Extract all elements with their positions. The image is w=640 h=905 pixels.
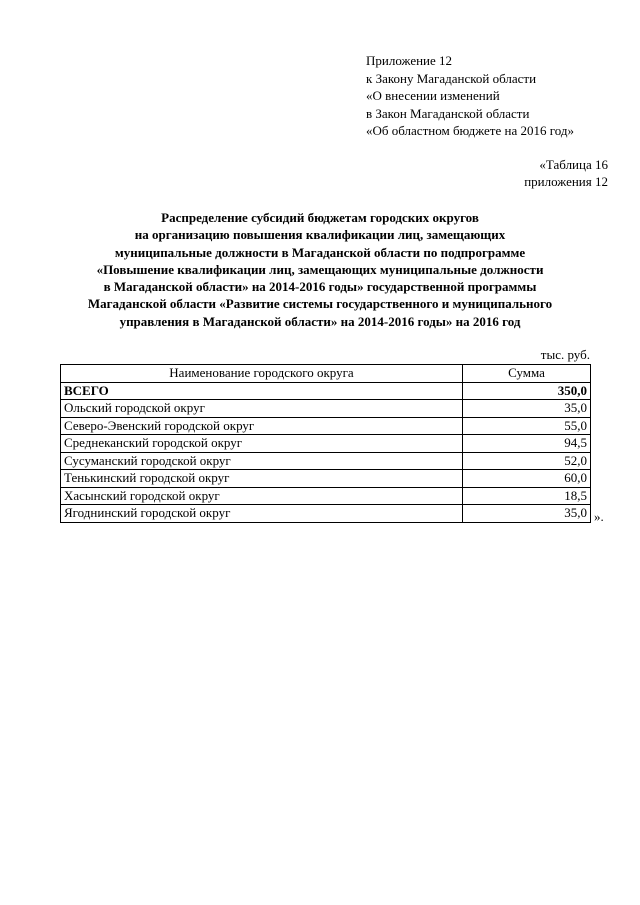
district-name: Ягоднинский городской округ	[61, 505, 463, 523]
title-line: Магаданской области «Развитие системы государственного и муниципального	[87, 296, 553, 312]
table-row	[61, 435, 591, 453]
district-sum: 60,0	[463, 470, 591, 488]
document-title	[40, 209, 600, 330]
district-name: Ольский городской округ	[61, 400, 463, 418]
table-row	[61, 487, 591, 505]
units-label: тыс. руб.	[540, 347, 590, 362]
district-name: Тенькинский городской округ	[61, 470, 463, 488]
appendix-line: к Закону Магаданской области	[366, 70, 537, 86]
title-line: в Магаданской области» на 2014-2016 годы» государственной программы	[103, 279, 537, 295]
district-name: Сусуманский городской округ	[61, 452, 463, 470]
table-row	[61, 400, 591, 418]
appendix-line: Приложение 12	[366, 53, 453, 68]
table-header-row	[61, 365, 591, 383]
table-reference	[524, 156, 608, 190]
total-sum: 350,0	[463, 382, 591, 400]
district-sum: 52,0	[463, 452, 591, 470]
title-line: «Повышение квалификации лиц, замещающих муниципальные должности	[96, 261, 544, 277]
table-row	[61, 417, 591, 435]
title-line: Распределение субсидий бюджетам городских округов	[161, 210, 479, 225]
table-ref-line: «Таблица 16	[539, 157, 608, 172]
district-name: Среднеканский городской округ	[61, 435, 463, 453]
title-line: муниципальные должности в Магаданской области по подпрограмме	[114, 244, 526, 260]
title-line: на организацию повышения квалификации лиц, замещающих	[134, 227, 506, 243]
district-name: Северо-Эвенский городской округ	[61, 417, 463, 435]
subsidy-table	[60, 364, 591, 523]
appendix-line: «О внесении изменений	[366, 88, 500, 103]
closing-quote-mark: ».	[594, 509, 604, 524]
district-sum: 55,0	[463, 417, 591, 435]
district-name: Хасынский городской округ	[61, 487, 463, 505]
title-line: управления в Магаданской области» на 2014-2016 годы» на 2016 год	[119, 313, 521, 329]
district-sum: 18,5	[463, 487, 591, 505]
appendix-line: «Об областном бюджете на 2016 год»	[366, 123, 574, 138]
table-row	[61, 470, 591, 488]
table-row	[61, 452, 591, 470]
header-sum: Сумма	[463, 365, 591, 383]
appendix-header	[366, 52, 574, 140]
header-name: Наименование городского округа	[61, 365, 463, 383]
appendix-line: в Закон Магаданской области	[366, 105, 530, 121]
district-sum: 94,5	[463, 435, 591, 453]
table-total-row	[61, 382, 591, 400]
district-sum: 35,0	[463, 400, 591, 418]
total-label: ВСЕГО	[61, 382, 463, 400]
table-ref-line: приложения 12	[524, 174, 608, 189]
district-sum: 35,0	[463, 505, 591, 523]
table-row	[61, 505, 591, 523]
